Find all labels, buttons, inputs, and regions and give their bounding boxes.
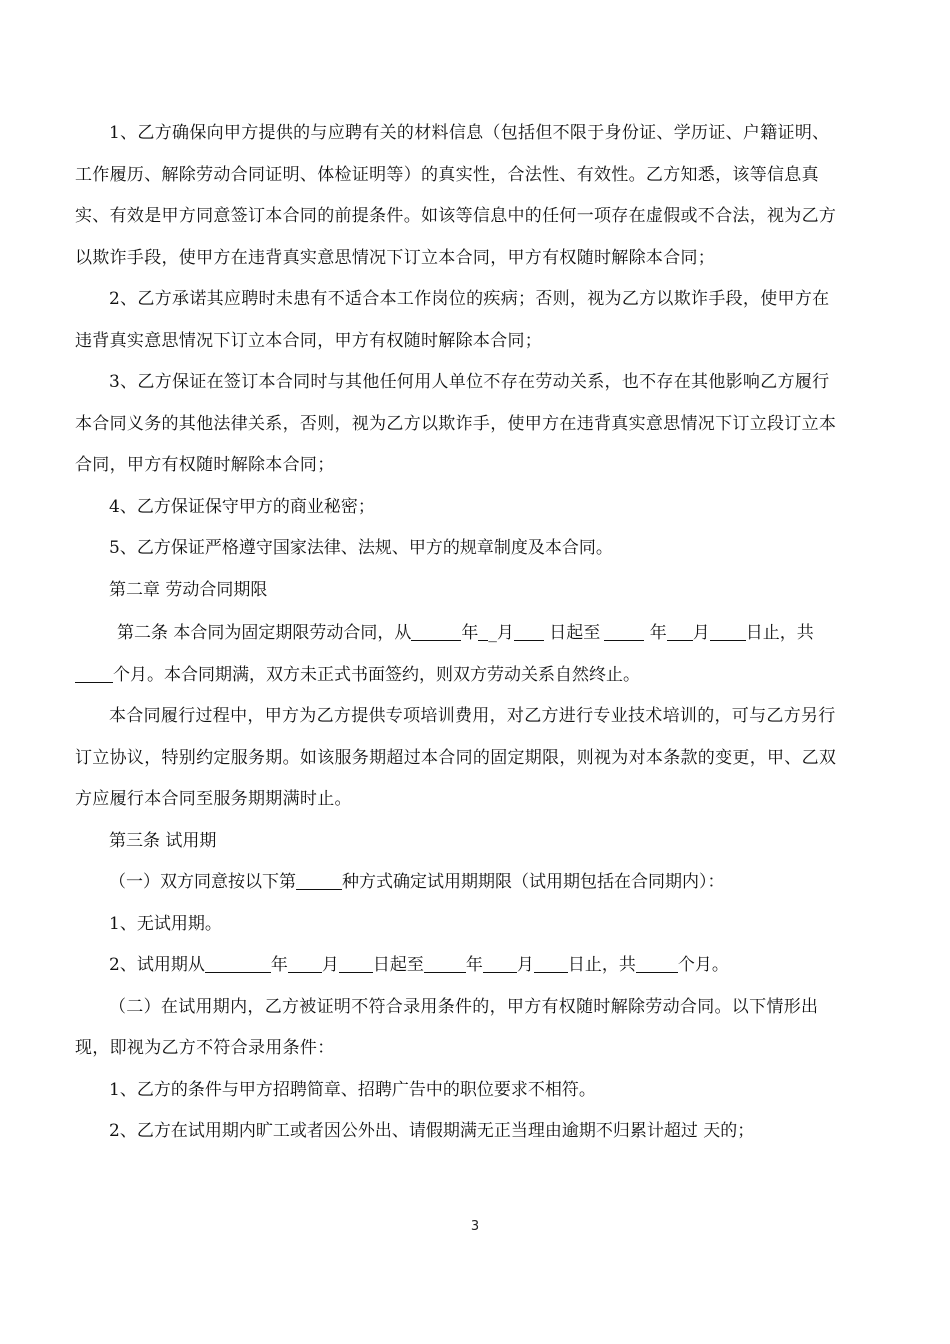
probation-start-month-blank[interactable] [288, 955, 322, 973]
end-year-blank[interactable] [604, 623, 644, 641]
probation-end-year-blank[interactable] [424, 955, 466, 973]
end-month-blank[interactable] [667, 623, 693, 641]
probation-end-month-blank[interactable] [483, 955, 517, 973]
clause-3: 3、乙方保证在签订本合同时与其他任何用人单位不存在劳动关系，也不存在其他影响乙方履行本合同义务的其他法律关系，否则，视为乙方以欺诈手，使甲方在违背真实意思情况下订立段订立本合同，甲方有权随时解除本合同； [75, 372, 837, 475]
condition-2: 2、乙方在试用期内旷工或者因公外出、请假期满无正当理由逾期不归累计超过 天的； [109, 1121, 755, 1141]
article-3-heading: 第三条 试用期 [109, 830, 217, 851]
start-year-blank[interactable] [411, 623, 461, 641]
start-month-blank[interactable] [478, 623, 488, 641]
months-blank[interactable] [75, 665, 113, 683]
contract-body [75, 113, 845, 1153]
probation-clause-2: （二）在试用期内，乙方被证明不符合录用条件的，甲方有权随时解除劳动合同。以下情形出现，即视为乙方不符合录用条件： [75, 996, 819, 1058]
clause-4: 4、乙方保证保守甲方的商业秘密； [109, 496, 375, 517]
clause-2: 2、乙方承诺其应聘时未患有不适合本工作岗位的疾病；否则，视为乙方以欺诈手段，使甲方在违背真实意思情况下订立本合同，甲方有权随时解除本合同； [75, 289, 830, 351]
probation-end-day-blank[interactable] [534, 955, 568, 973]
clause-1: 1、乙方确保向甲方提供的与应聘有关的材料信息（包括但不限于身份证、学历证、户籍证明、工作履历、解除劳动合同证明、体检证明等）的真实性，合法性、有效性。乙方知悉，该等信息真实、有效是甲方同意签订本合同的前提条件。如该等信息中的任何一项存在虚假或不合法，视为乙方以欺诈手段，使甲方在违背真实意思情况下订立本合同，甲方有权随时解除本合同； [75, 123, 837, 268]
probation-method: （一）双方同意按以下第 种方式确定试用期期限（试用期包括在合同期内）： [109, 872, 725, 892]
article-2: 第二条 本合同为固定期限劳动合同，从 年 _月 日起至 年 月 日止，共个月。本合同期满，双方未正式书面签约，则双方劳动关系自然终止。 [75, 613, 845, 696]
probation-months-blank[interactable] [636, 955, 678, 973]
clause-5: 5、乙方保证严格遵守国家法律、法规、甲方的规章制度及本合同。 [109, 538, 613, 558]
probation-option-1: 1、无试用期。 [109, 913, 222, 934]
probation-option-2: 2、试用期从 年 月 日起至 年 月 日止，共 个月。 [109, 955, 729, 975]
start-day-blank[interactable] [514, 623, 544, 641]
condition-1: 1、乙方的条件与甲方招聘简章、招聘广告中的职位要求不相符。 [109, 1079, 596, 1100]
method-blank[interactable] [296, 872, 342, 890]
end-day-blank[interactable] [710, 623, 746, 641]
page-number: 3 [470, 1219, 480, 1234]
probation-start-day-blank[interactable] [339, 955, 373, 973]
chapter-2-heading: 第二章 劳动合同期限 [109, 579, 268, 600]
probation-start-year-blank[interactable] [205, 955, 271, 973]
training-clause: 本合同履行过程中，甲方为乙方提供专项培训费用，对乙方进行专业技术培训的，可与乙方另行订立协议，特别约定服务期。如该服务期超过本合同的固定期限，则视为对本条款的变更，甲、乙双方应履行本合同至服务期期满时止。 [75, 706, 837, 809]
